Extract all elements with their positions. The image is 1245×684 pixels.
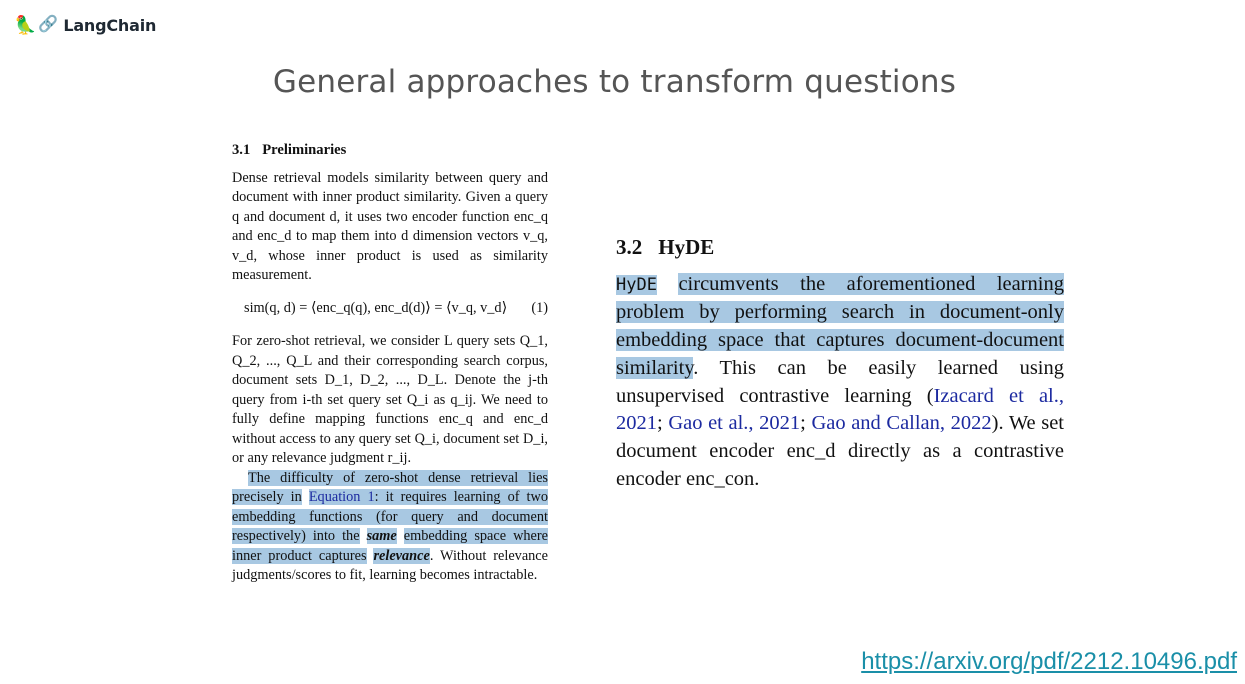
paragraph-text: . This can be easily learned using unsupervised contrastive learning ( (616, 356, 1064, 407)
paper-excerpt-preliminaries (232, 141, 548, 586)
slide-title: General approaches to transform questions (272, 64, 957, 100)
chain-link-icon: 🔗 (38, 16, 59, 33)
paragraph-zero-shot: For zero-shot retrieval, we consider L query sets Q_1, Q_2, ..., Q_L and their corresponding search corpus, document sets D_1, D_2, ..., D_L. Denote the j-th query from i-th set query set Q_i as q_ij. We need to fully define mapping functions enc_q and enc_d without access to any query set Q_i, document set D_i, or any relevance judgment r_ij. (232, 333, 548, 466)
paragraph-text: ). We set document encoder enc_d directly as a contrastive encoder enc_con. (616, 412, 1065, 490)
citation-link[interactable]: Gao et al., 2021 (668, 412, 801, 435)
section-heading (232, 141, 548, 161)
citation-link[interactable]: Izacard et al., 2021 (616, 384, 1065, 435)
paragraph-hyde: HyDE circumvents the aforementioned learning problem by performing search in document-only embedding space that captures document-document similarity. This can be easily learned using unsupervised contrastive learning (Izacard et al., 2021; Gao et al., 2021; Gao and Callan, 2022). We set document encoder enc_d directly as a contrastive encoder enc_con. (616, 272, 1065, 490)
paragraph-tail: . Without relevance judgments/scores to fit, learning becomes intractable. (232, 547, 548, 583)
paragraph-difficulty (232, 469, 548, 586)
emphasis-relevance: relevance (373, 547, 430, 564)
highlight-text: circumvents the aforementioned learning problem by performing search in document-only embedding space that captures document-document similarity (616, 272, 1064, 379)
section-number: 3.2 (616, 235, 643, 259)
section-title: Preliminaries (262, 142, 347, 158)
code-term: HyDE (616, 274, 657, 295)
paragraph-dense-retrieval: Dense retrieval models similarity between query and document with inner product similarity. Given a query q and document d, it uses two encoder function enc_q and enc_d to map them into d dimension vectors v_q, v_d, whose inner product is used as similarity measurement. (232, 169, 548, 283)
section-title: HyDE (658, 235, 715, 259)
emphasis-same: same (366, 528, 397, 544)
paper-excerpt-hyde (616, 234, 1064, 493)
parrot-icon: 🦜 (14, 15, 37, 35)
equation-number: (1) (531, 299, 548, 316)
highlight-text: embedding space where inner product captures (232, 528, 549, 564)
citation-link[interactable]: Gao and Callan, 2022 (811, 412, 992, 435)
arxiv-url-link[interactable]: https://arxiv.org/pdf/2212.10496.pdf (861, 648, 1237, 675)
section-number: 3.1 (232, 142, 251, 158)
logo-text: LangChain (63, 15, 157, 35)
equation-body: sim(q, d) = ⟨enc_q(q), enc_d(d)⟩ = ⟨v_q, v_d⟩ (244, 299, 508, 316)
highlight-text: : it requires learning of two embedding functions (for query and document respectively) into the (232, 489, 548, 544)
equation-1 (244, 299, 548, 319)
equation-1-link[interactable]: Equation 1 (308, 489, 375, 505)
section-heading (616, 234, 1064, 262)
langchain-logo (14, 14, 156, 36)
highlight-text: The difficulty of zero-shot dense retrieval lies precisely in (232, 469, 548, 505)
